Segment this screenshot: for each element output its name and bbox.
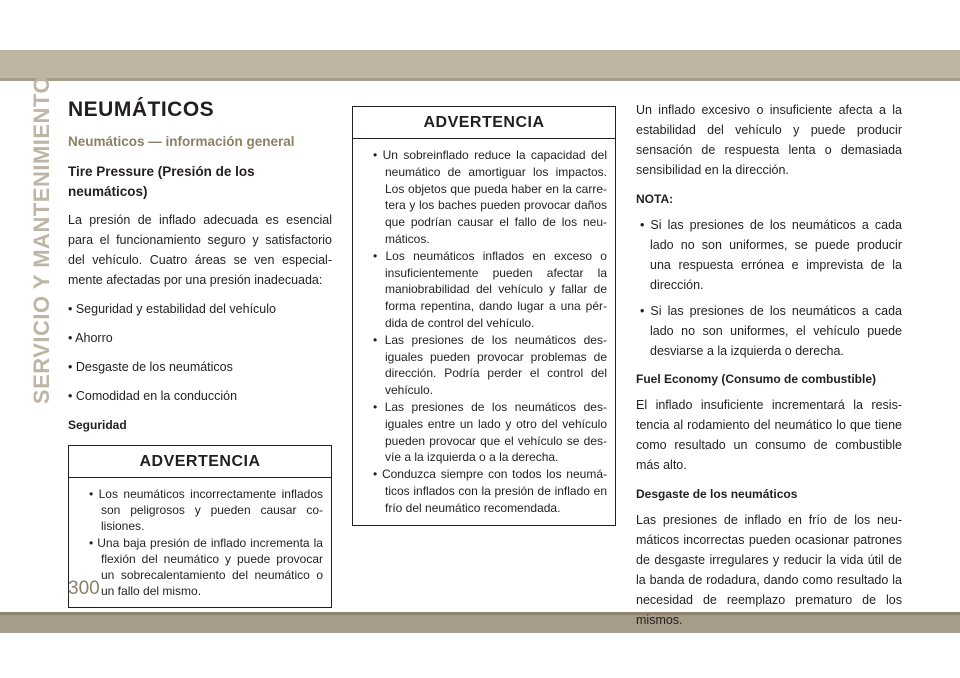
warning-title: ADVERTENCIA — [69, 446, 331, 478]
tire-pressure-heading: Tire Pressure (Presión de los neumáticos) — [68, 164, 255, 199]
paragraph: El inflado insuficiente incrementará la resistencia al rodamiento del neumático lo que tiene como resultado un consumo de combustible más alto. — [636, 398, 902, 472]
warning-item: • Un sobreinflado reduce la capacidad del neumático de amortiguar los impactos. Los objetos que pueda haber en la carretera y los baches pueden provocar daños que podrían causar el fallo de los neumáticos. — [373, 147, 607, 248]
safety-heading: Seguridad — [68, 418, 127, 432]
page-number: 300 — [68, 578, 100, 599]
warning-item: • Las presiones de los neumáticos desiguales pueden provocar problemas de dirección. Podría perder el control del vehículo. — [373, 332, 607, 399]
fuel-economy-heading: Fuel Economy (Consumo de combustible) — [636, 372, 877, 386]
tire-wear-heading: Desgaste de los neumáticos — [636, 487, 798, 501]
warning-list — [353, 139, 615, 525]
column-3 — [636, 100, 902, 639]
list-item: • Seguridad y estabilidad del vehículo — [68, 302, 276, 316]
list-item: • Ahorro — [68, 331, 113, 345]
note-item: • Si las presiones de los neumáticos a cada lado no son uniformes, el vehículo puede desviarse a la izquierda o derecha. — [640, 304, 902, 358]
column-2 — [352, 106, 616, 526]
section-subtitle: Neumáticos — información general — [68, 134, 295, 149]
paragraph: Las presiones de inflado en frío de los neumáticos incorrectas pueden ocasionar patrones de desgaste irregulares y reducir la vida útil de la banda de rodadura, dando como resultado la necesidad de reemplazo prematuro de los mismos. — [636, 513, 902, 627]
sidebar-chapter-title — [26, 75, 58, 405]
note-heading: NOTA: — [636, 192, 674, 206]
warning-list — [69, 478, 331, 607]
warning-item: • Los neumáticos inflados en exceso o insuficientemente pueden afectar la maniobrabilidad del vehículo y fallar de forma repentina, dando lugar a una pérdida de control del vehículo. — [373, 248, 607, 332]
note-list — [636, 215, 902, 361]
header-band — [0, 50, 960, 81]
warning-item: • Las presiones de los neumáticos desiguales entre un lado y otro del vehículo pueden provocar que el vehículo se desvíe a la izquierda o a la derecha. — [373, 399, 607, 466]
warning-item: • Conduzca siempre con todos los neumáticos inflados con la presión de inflado en frío del neumático recomendada. — [373, 466, 607, 516]
warning-box — [68, 445, 332, 608]
column-1 — [68, 100, 332, 608]
warning-title: ADVERTENCIA — [353, 107, 615, 139]
list-item: • Comodidad en la conducción — [68, 389, 238, 403]
intro-paragraph: La presión de inflado adecuada es esencial para el funcionamiento seguro y satisfactorio del vehículo. Cuatro áreas se ven especialmente afectadas por una presión inadecuada: — [68, 213, 332, 287]
page-title: NEUMÁTICOS — [68, 98, 215, 121]
chapter-title-text: SERVICIO Y MANTENIMIENTO — [29, 75, 54, 405]
warning-item: • Los neumáticos incorrectamente inflados son peligrosos y pueden causar colisiones. — [89, 486, 323, 535]
note-item: • Si las presiones de los neumáticos a cada lado no son uniformes, se puede producir una respuesta errónea e imprevista de la dirección. — [640, 218, 902, 292]
warning-item: • Una baja presión de inflado incrementa la flexión del neumático y puede provocar un sobrecalentamiento del neumático o un fallo del mismo. — [89, 535, 323, 600]
paragraph: Un inflado excesivo o insuficiente afecta a la estabilidad del vehículo y puede producir sensación de respuesta lenta o demasiada sensibilidad en la dirección. — [636, 103, 902, 177]
warning-box — [352, 106, 616, 526]
list-item: • Desgaste de los neumáticos — [68, 360, 233, 374]
